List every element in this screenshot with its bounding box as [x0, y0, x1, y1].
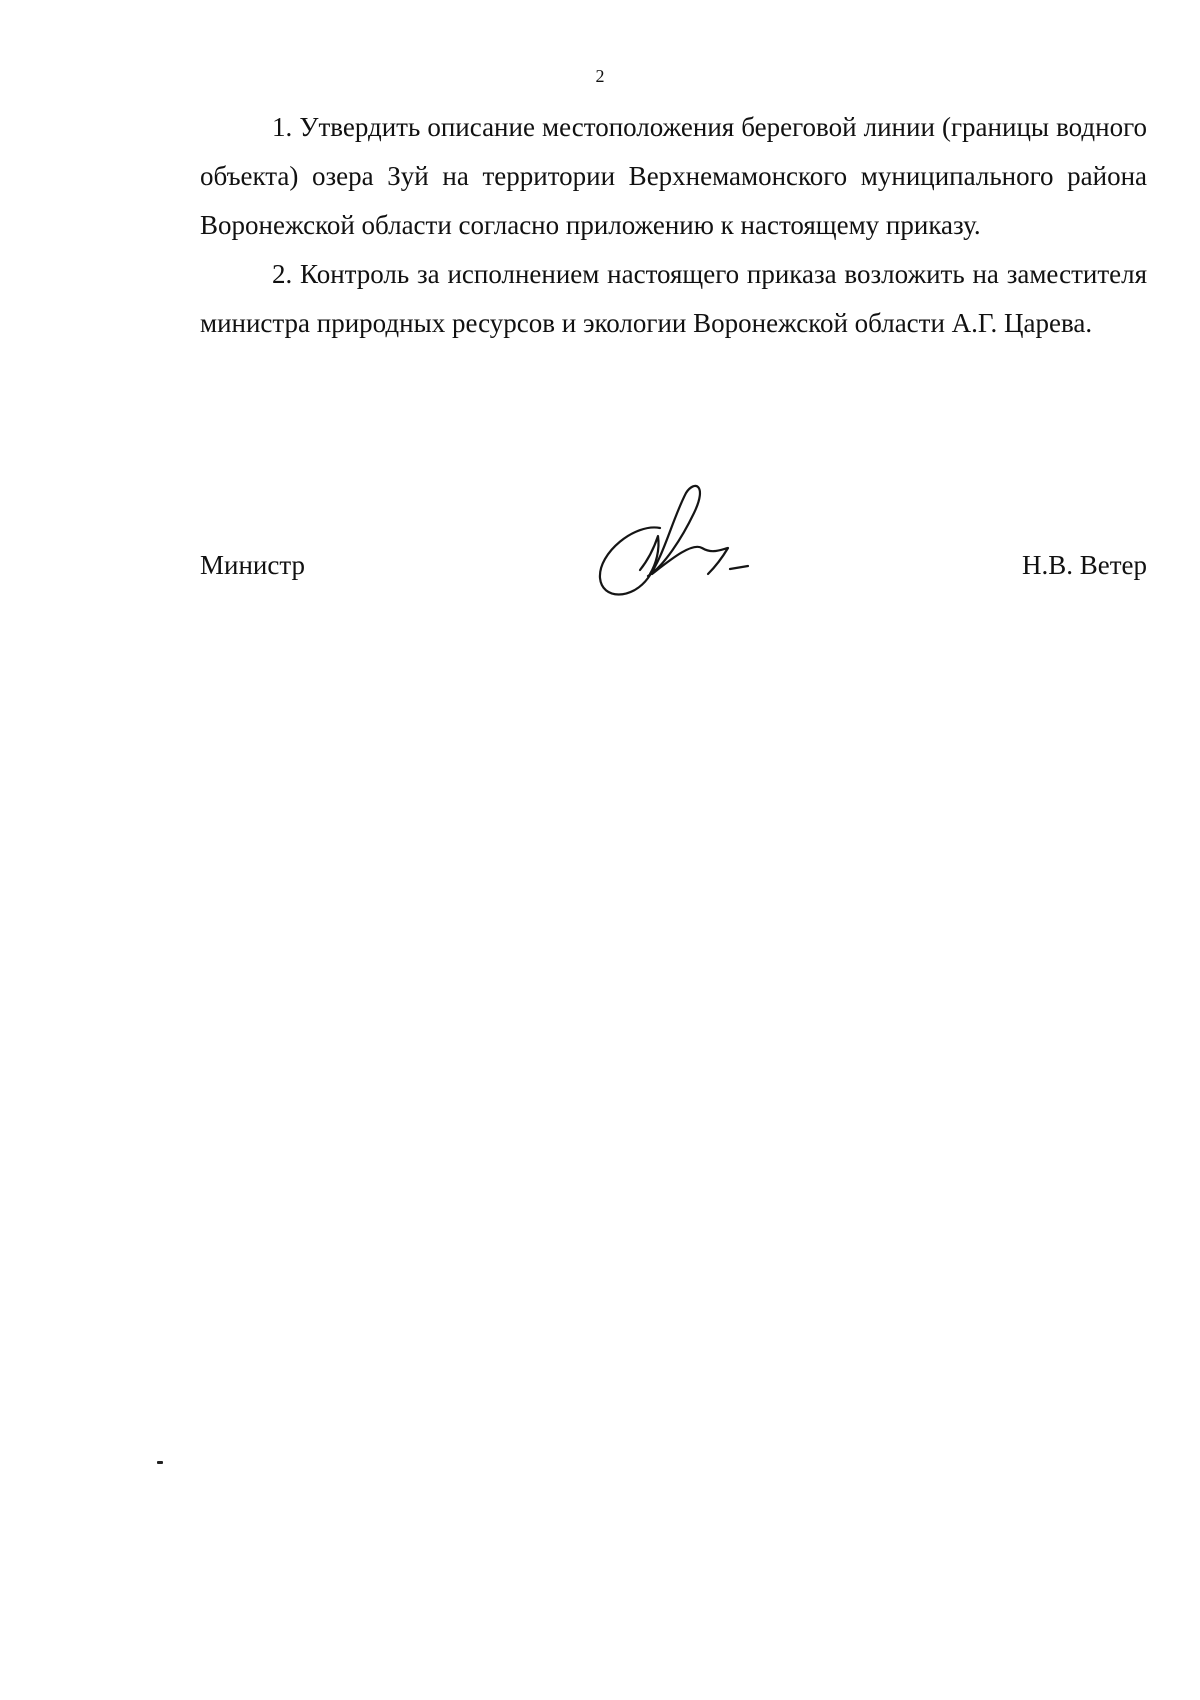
- paragraph-2: 2. Контроль за исполнением настоящего приказа возложить на заместителя министра природных ресурсов и экологии Воронежской области А.Г. Царева.: [200, 259, 1147, 338]
- page-number: 2: [595, 66, 605, 86]
- document-body: [200, 103, 1147, 348]
- signature-loop-stroke: [600, 486, 700, 595]
- signatory-position: Министр: [200, 550, 305, 580]
- signature-dash-stroke: [730, 566, 748, 569]
- signature-inner-stroke: [640, 536, 659, 574]
- handwritten-signature-icon: [590, 478, 780, 608]
- signatory-name: Н.В. Ветер: [1021, 550, 1147, 580]
- paragraph-1: 1. Утвердить описание местоположения береговой линии (границы водного объекта) озера Зуй на территории Верхнемамонского муниципального района Воронежской области согласно приложению к настоящему приказу.: [200, 112, 1147, 240]
- scan-speck: [157, 1461, 163, 1464]
